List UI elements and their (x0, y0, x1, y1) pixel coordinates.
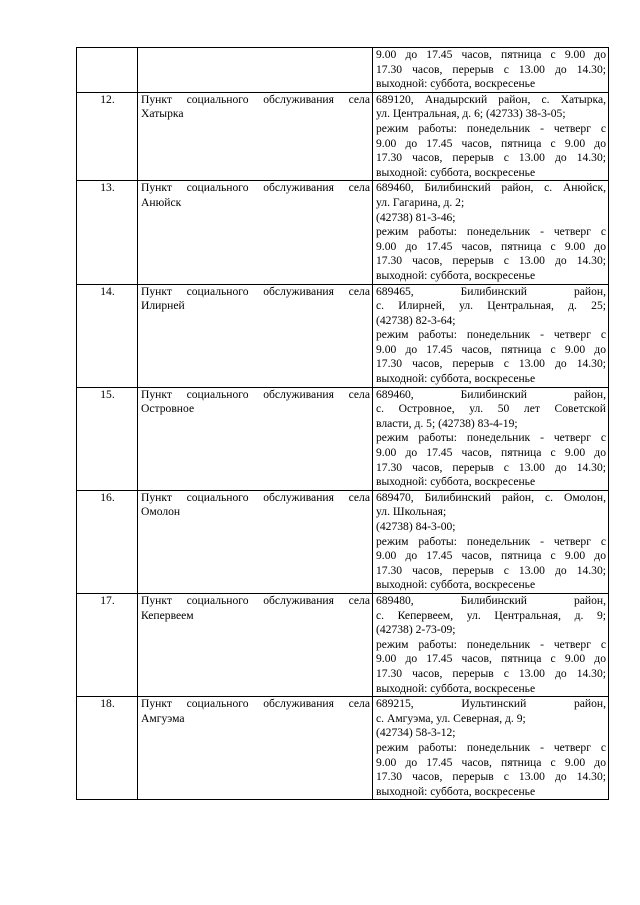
table-row (77, 284, 609, 387)
service-point-name-line: Омолон (141, 505, 181, 519)
address-schedule-line: ул. Центральная, д. 6; (42733) 38-3-05; (376, 107, 566, 121)
address-schedule-line: 9.00 до 17.45 часов, пятница с 9.00 до (376, 652, 606, 666)
row-number-cell (77, 284, 138, 387)
service-point-name-cell (138, 92, 373, 181)
address-schedule-line: выходной: суббота, воскресенье (376, 475, 536, 489)
service-point-name-line: Кепервеем (141, 608, 194, 622)
row-number: 13. (100, 181, 115, 195)
address-schedule-line: выходной: суббота, воскресенье (376, 77, 536, 91)
address-schedule-line: режим работы: понедельник - четверг с (376, 431, 606, 445)
address-schedule-line: с. Кепервеем, ул. Центральная, д. 9; (376, 608, 606, 622)
address-schedule-line: 689480, Билибинский район, (376, 593, 606, 607)
address-schedule-line: с. Илирней, ул. Центральная, д. 25; (376, 299, 606, 313)
service-point-name-cell (138, 593, 373, 696)
row-number-cell (77, 181, 138, 284)
table-row (77, 92, 609, 181)
address-schedule-line: выходной: суббота, воскресенье (376, 372, 536, 386)
row-number-cell (77, 92, 138, 181)
service-point-name-line: Пункт социального обслуживания села (141, 181, 370, 195)
address-schedule-cell (373, 593, 609, 696)
address-schedule-line: 9.00 до 17.45 часов, пятница с 9.00 до (376, 48, 606, 61)
address-schedule-line: 689470, Билибинский район, с. Омолон, (376, 490, 606, 504)
service-point-name-line: Пункт социального обслуживания села (141, 284, 370, 298)
service-point-name-line: Илирней (141, 299, 185, 313)
address-schedule-line: режим работы: понедельник - четверг с (376, 637, 606, 651)
address-schedule-cell (373, 490, 609, 593)
row-number: 18. (100, 697, 115, 711)
service-point-name-line: Хатырка (141, 107, 184, 121)
table-row (77, 490, 609, 593)
address-schedule-line: 9.00 до 17.45 часов, пятница с 9.00 до (376, 549, 606, 563)
address-schedule-line: 9.00 до 17.45 часов, пятница с 9.00 до (376, 239, 606, 253)
row-number-cell (77, 593, 138, 696)
service-point-name-cell (138, 697, 373, 800)
row-number: 15. (100, 387, 115, 401)
address-schedule-cell (373, 48, 609, 93)
social-service-points-table (76, 47, 609, 800)
table-row (77, 593, 609, 696)
address-schedule-line: 17.30 часов, перерыв с 13.00 до 14.30; (376, 62, 606, 76)
table-body (77, 48, 609, 800)
address-schedule-line: 17.30 часов, перерыв с 13.00 до 14.30; (376, 563, 606, 577)
address-schedule-line: (42738) 2-73-09; (376, 623, 456, 637)
address-schedule-line: 689465, Билибинский район, (376, 284, 606, 298)
address-schedule-line: 17.30 часов, перерыв с 13.00 до 14.30; (376, 254, 606, 268)
address-schedule-cell (373, 92, 609, 181)
address-schedule-line: власти, д. 5; (42738) 83-4-19; (376, 416, 518, 430)
row-number-cell (77, 697, 138, 800)
address-schedule-line: 17.30 часов, перерыв с 13.00 до 14.30; (376, 460, 606, 474)
row-number-cell (77, 48, 138, 93)
address-schedule-line: 17.30 часов, перерыв с 13.00 до 14.30; (376, 666, 606, 680)
address-schedule-line: 9.00 до 17.45 часов, пятница с 9.00 до (376, 342, 606, 356)
table-row (77, 181, 609, 284)
row-number: 16. (100, 490, 115, 504)
address-schedule-line: 9.00 до 17.45 часов, пятница с 9.00 до (376, 755, 606, 769)
address-schedule-line: (42738) 81-3-46; (376, 210, 456, 224)
address-schedule-line: 689215, Иультинский район, (376, 697, 606, 711)
service-point-name-cell (138, 48, 373, 93)
address-schedule-line: выходной: суббота, воскресенье (376, 268, 536, 282)
address-schedule-line: режим работы: понедельник - четверг с (376, 225, 606, 239)
row-number-cell (77, 387, 138, 490)
address-schedule-line: выходной: суббота, воскресенье (376, 681, 536, 695)
table-row (77, 697, 609, 800)
address-schedule-line: режим работы: понедельник - четверг с (376, 121, 606, 135)
address-schedule-line: выходной: суббота, воскресенье (376, 784, 536, 798)
service-point-name-line: Пункт социального обслуживания села (141, 387, 370, 401)
service-point-name-line: Амгуэма (141, 711, 185, 725)
service-point-name-line: Пункт социального обслуживания села (141, 697, 370, 711)
address-schedule-cell (373, 697, 609, 800)
service-point-name-line: Анюйск (141, 195, 182, 209)
address-schedule-line: режим работы: понедельник - четверг с (376, 328, 606, 342)
service-point-name-line: Островное (141, 402, 195, 416)
address-schedule-line: (42734) 58-3-12; (376, 726, 456, 740)
address-schedule-line: выходной: суббота, воскресенье (376, 165, 536, 179)
row-number: 12. (100, 92, 115, 106)
address-schedule-cell (373, 387, 609, 490)
service-point-name-cell (138, 490, 373, 593)
service-point-name-cell (138, 284, 373, 387)
service-point-name-cell (138, 387, 373, 490)
address-schedule-line: (42738) 82-3-64; (376, 313, 456, 327)
address-schedule-line: 17.30 часов, перерыв с 13.00 до 14.30; (376, 357, 606, 371)
address-schedule-line: 689460, Билибинский район, (376, 387, 606, 401)
table-row (77, 387, 609, 490)
service-point-name-line: Пункт социального обслуживания села (141, 92, 370, 106)
address-schedule-line: 689120, Анадырский район, с. Хатырка, (376, 92, 606, 106)
table-row (77, 48, 609, 93)
address-schedule-line: 9.00 до 17.45 часов, пятница с 9.00 до (376, 446, 606, 460)
address-schedule-line: 689460, Билибинский район, с. Анюйск, (376, 181, 606, 195)
address-schedule-line: режим работы: понедельник - четверг с (376, 534, 606, 548)
service-point-name-cell (138, 181, 373, 284)
address-schedule-line: 17.30 часов, перерыв с 13.00 до 14.30; (376, 770, 606, 784)
address-schedule-line: 9.00 до 17.45 часов, пятница с 9.00 до (376, 136, 606, 150)
address-schedule-line: выходной: суббота, воскресенье (376, 578, 536, 592)
address-schedule-line: ул. Гагарина, д. 2; (376, 195, 465, 209)
address-schedule-line: режим работы: понедельник - четверг с (376, 740, 606, 754)
address-schedule-cell (373, 181, 609, 284)
row-number: 14. (100, 284, 115, 298)
address-schedule-line: с. Островное, ул. 50 лет Советской (376, 402, 606, 416)
service-point-name-line: Пункт социального обслуживания села (141, 593, 370, 607)
address-schedule-line: 17.30 часов, перерыв с 13.00 до 14.30; (376, 151, 606, 165)
address-schedule-line: с. Амгуэма, ул. Северная, д. 9; (376, 711, 526, 725)
row-number: 17. (100, 593, 115, 607)
address-schedule-cell (373, 284, 609, 387)
address-schedule-line: ул. Школьная; (376, 505, 447, 519)
service-point-name-line: Пункт социального обслуживания села (141, 490, 370, 504)
address-schedule-line: (42738) 84-3-00; (376, 520, 456, 533)
row-number-cell (77, 490, 138, 593)
